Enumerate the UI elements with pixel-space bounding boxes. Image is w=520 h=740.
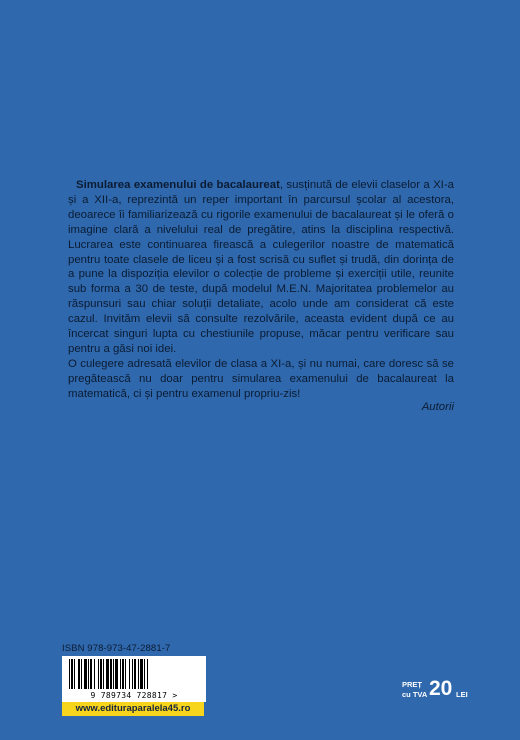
barcode-bar — [71, 659, 73, 689]
barcode-bar — [122, 659, 124, 689]
description-bold-title: Simularea examenului de bacalaureat — [76, 179, 280, 191]
barcode-bar — [138, 659, 139, 689]
barcode-bar — [106, 659, 109, 689]
barcode-bar — [78, 659, 80, 689]
barcode-bar — [81, 659, 82, 689]
barcode-bar — [94, 659, 95, 689]
price-vat-label: cu TVA — [402, 690, 428, 699]
barcode-bars — [67, 659, 201, 689]
barcode-bar — [98, 659, 99, 689]
description-paragraph-1-body: , susținută de elevii claselor a XI-a și a XII-a, reprezintă un reper important în parcursul școlar al acestora, deoarece îi familiarizează cu rigorile examenului de bacalaureat și le oferă o imagine clară a nivelului real de pregătire, atins la disciplina respectivă. Lucrarea este continuarea firească a culegerilor noastre de matematică pentru toate clasele de liceu și a fost scrisă cu suflet și trudă, din dorința de a pune la dispoziția elevilor o colecție de probleme și exerciții utile, reunite sub forma a 30 de teste, după modelul M.E.N. Majoritatea problemelor au răspunsuri sau chiar soluții detaliate, acolo unde am considerat că este cazul. Invităm elevii să consulte rezolvările, aceasta evident după ce au încercat singuri lupta cu chestiunile propuse, măcar pentru verificare sau pentru a găsi noi idei. — [68, 179, 454, 355]
barcode-bar — [69, 659, 70, 689]
barcode-bar — [90, 659, 92, 689]
price-label: PREȚ — [402, 680, 423, 689]
barcode-bar — [115, 659, 118, 689]
barcode-bar — [120, 659, 121, 689]
barcode-bar — [140, 659, 143, 689]
barcode-bar — [100, 659, 102, 689]
barcode-digits: 9 789734 728817 > — [90, 691, 178, 700]
barcode-bar — [132, 659, 133, 689]
barcode-bar — [125, 659, 126, 689]
barcode — [62, 656, 206, 702]
barcode-bar — [88, 659, 89, 689]
barcode-bar — [74, 659, 75, 689]
barcode-bar — [147, 659, 148, 689]
description-paragraph-1 — [68, 178, 454, 357]
description-paragraph-2: O culegere adresată elevilor de clasa a XI-a, și nu numai, care doresc să se pregătească nu doar pentru simularea examenului de bacalaureat la matematică, ci și pentru examenul propriu-zis! — [68, 357, 454, 400]
author-signature: Autorii — [421, 401, 454, 413]
barcode-bar — [144, 659, 145, 689]
price-currency: LEI — [456, 690, 468, 699]
barcode-bar — [84, 659, 87, 689]
isbn-label: ISBN 978-973-47-2881-7 — [62, 643, 171, 654]
barcode-bar — [113, 659, 114, 689]
barcode-bar — [103, 659, 104, 689]
description-text — [68, 178, 454, 402]
barcode-bar — [129, 659, 130, 689]
publisher-website: www.edituraparalela45.ro — [62, 702, 204, 716]
price-amount: 20 — [429, 677, 453, 700]
barcode-bar — [134, 659, 136, 689]
barcode-bar — [110, 659, 112, 689]
